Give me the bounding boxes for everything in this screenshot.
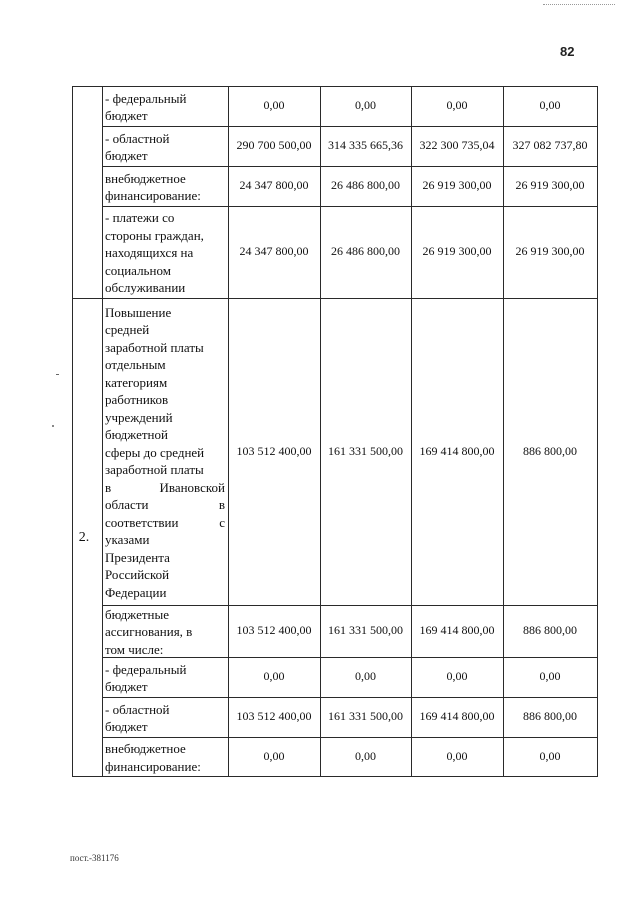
amount-cell: 0,00 xyxy=(446,748,468,763)
amount-cell: 169 414 800,00 xyxy=(419,443,495,458)
amount-cell: 0,00 xyxy=(355,669,376,683)
amount-cell: 103 512 400,00 xyxy=(236,443,312,458)
row-label-line: заработной платы xyxy=(105,339,204,355)
row-label-line: обслуживании xyxy=(105,280,186,296)
amount-cell: 161 331 500,00 xyxy=(328,709,403,723)
row-label-line: бюджетной xyxy=(105,427,168,443)
row-label-line: находящихся на xyxy=(105,245,194,261)
amount-cell: 26 486 800,00 xyxy=(331,178,400,192)
row-label-line: Российской xyxy=(105,567,170,583)
row-label-line: средней xyxy=(105,322,150,338)
amount-cell: 0,00 xyxy=(263,98,285,112)
row-label-line: финансирование: xyxy=(105,758,201,774)
amount-cell: 0,00 xyxy=(539,98,561,112)
row-label-line: внебюджетное xyxy=(105,741,186,756)
row-label-line: отдельным xyxy=(105,357,166,373)
amount-cell: 26 919 300,00 xyxy=(515,178,585,192)
row-label-line: учреждений xyxy=(105,409,173,425)
row-label-line: - платежи со xyxy=(105,210,175,226)
row-label-line: соответствии с xyxy=(105,514,225,530)
page-number: 82 xyxy=(560,44,575,59)
amount-cell: 24 347 800,00 xyxy=(239,244,309,258)
amount-cell: 0,00 xyxy=(355,98,376,112)
row-label-line: - областной xyxy=(105,130,170,146)
row-label-line: Федерации xyxy=(105,584,167,600)
amount-cell: 161 331 500,00 xyxy=(328,443,403,458)
row-label-line: - федеральный xyxy=(105,90,187,106)
amount-cell: 103 512 400,00 xyxy=(236,709,312,723)
table-column-border xyxy=(597,86,598,777)
amount-cell: 0,00 xyxy=(446,98,468,112)
row-label-line: стороны граждан, xyxy=(105,227,204,243)
amount-cell: 26 919 300,00 xyxy=(515,244,585,258)
table-row-border xyxy=(102,166,598,167)
row-label-line: внебюджетное xyxy=(105,170,186,186)
amount-cell: 169 414 800,00 xyxy=(419,623,495,637)
row-label-line: том числе: xyxy=(105,641,164,657)
amount-cell: 26 919 300,00 xyxy=(422,244,492,258)
row-label-line: - федеральный xyxy=(105,661,187,677)
amount-cell: 0,00 xyxy=(355,748,376,763)
table-row-border xyxy=(72,86,598,87)
amount-cell: 161 331 500,00 xyxy=(328,623,403,637)
row-label-line: финансирование: xyxy=(105,188,201,203)
section-number: 2. xyxy=(78,530,90,545)
amount-cell: 322 300 735,04 xyxy=(419,138,495,152)
row-label-line: Президента xyxy=(105,549,170,565)
amount-cell: 290 700 500,00 xyxy=(236,138,312,152)
amount-cell: 24 347 800,00 xyxy=(239,178,309,192)
amount-cell: 886 800,00 xyxy=(523,443,577,458)
row-label-line: социальном xyxy=(105,262,171,278)
amount-cell: 886 800,00 xyxy=(523,623,577,637)
table-row-border xyxy=(102,126,598,127)
amount-cell: 886 800,00 xyxy=(523,709,577,723)
row-label-line: заработной платы xyxy=(105,462,204,478)
row-label-line: бюджетные xyxy=(105,606,170,622)
amount-cell: 0,00 xyxy=(263,748,285,763)
table-row-border xyxy=(102,697,598,698)
row-label-line: указами xyxy=(105,532,150,548)
row-label-line: сферы до средней xyxy=(105,444,205,460)
amount-cell: 103 512 400,00 xyxy=(236,623,312,637)
amount-cell: 0,00 xyxy=(539,748,561,763)
amount-cell: 0,00 xyxy=(539,669,561,683)
row-label-line: в Ивановской xyxy=(105,479,225,495)
row-label-line: - областной xyxy=(105,701,170,717)
row-label-line: области в xyxy=(105,497,225,513)
row-label-line: работников xyxy=(105,392,169,408)
table-row-border xyxy=(72,776,598,777)
amount-cell: 0,00 xyxy=(446,669,468,683)
table-column-border xyxy=(102,86,103,777)
row-label-line: Повышение xyxy=(105,304,172,320)
row-label-line: ассигнования, в xyxy=(105,624,193,640)
table-row-border xyxy=(102,737,598,738)
row-label-line: категориям xyxy=(105,374,168,390)
row-label-line: бюджет xyxy=(105,679,148,694)
amount-cell: 327 082 737,80 xyxy=(512,138,588,152)
row-label-line: бюджет xyxy=(105,108,148,123)
amount-cell: 314 335 665,36 xyxy=(328,138,403,152)
table-row-border xyxy=(72,298,598,299)
amount-cell: 0,00 xyxy=(263,669,285,683)
amount-cell: 26 919 300,00 xyxy=(422,178,492,192)
row-label-line: бюджет xyxy=(105,719,148,734)
amount-cell: 169 414 800,00 xyxy=(419,709,495,723)
amount-cell: 26 486 800,00 xyxy=(331,244,400,258)
table-column-border xyxy=(72,86,73,777)
document-code: пост.-381176 xyxy=(70,853,119,863)
table-row-border xyxy=(102,206,598,207)
row-label-line: бюджет xyxy=(105,148,148,163)
